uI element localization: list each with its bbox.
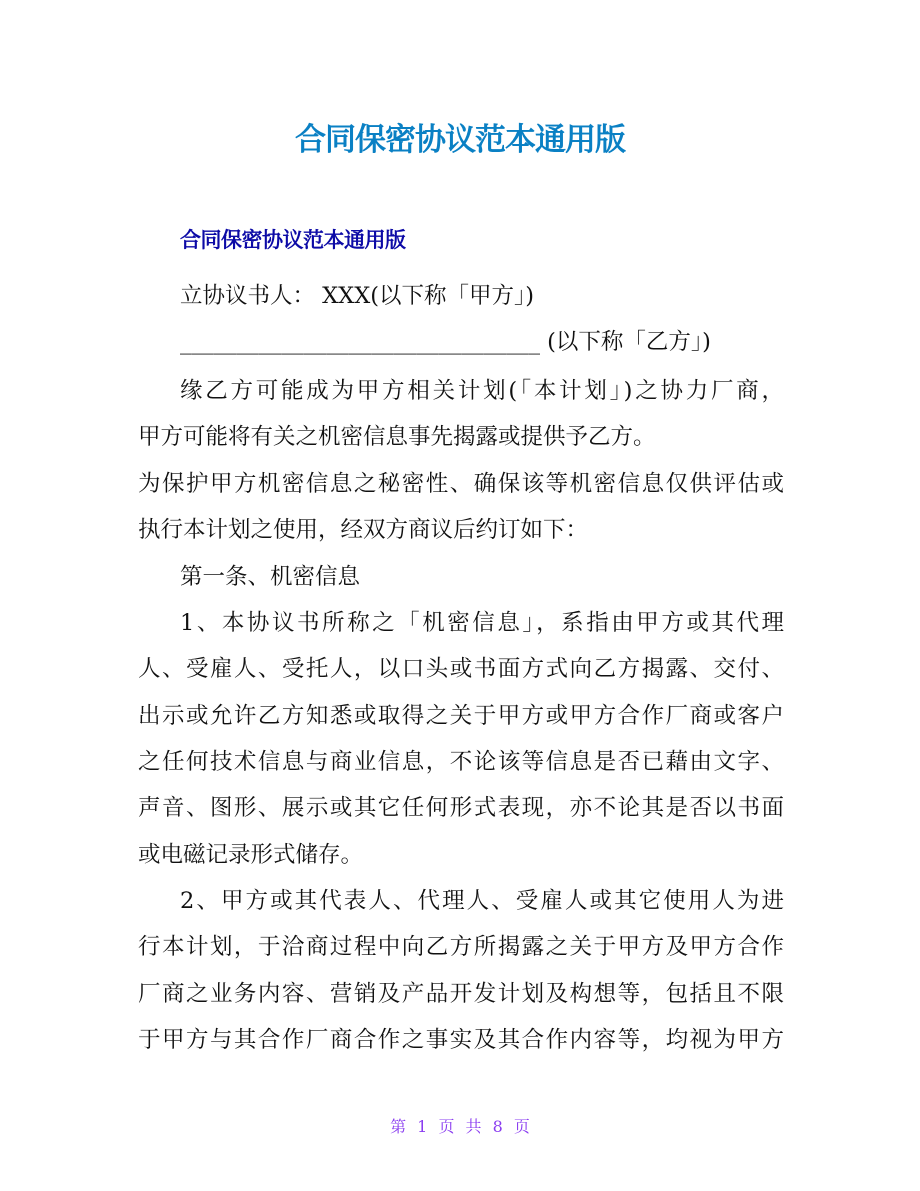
text-line: 行本计划，于洽商过程中向乙方所揭露之关于甲方及甲方合作 bbox=[138, 934, 784, 960]
section-heading: 第一条、机密信息 bbox=[180, 564, 361, 590]
text-line: 2、甲方或其代表人、代理人、受雇人或其它使用人为进 bbox=[180, 888, 784, 914]
text-line: 或电磁记录形式储存。 bbox=[138, 842, 364, 868]
text-line: 厂商之业务内容、营销及产品开发计划及构想等，包括且不限 bbox=[138, 981, 784, 1007]
text-line: 声音、图形、展示或其它任何形式表现，亦不论其是否以书面 bbox=[138, 795, 784, 821]
document-title: 合同保密协议范本通用版 bbox=[295, 122, 625, 158]
text-line: 1、本协议书所称之「机密信息」，系指由甲方或其代理 bbox=[180, 610, 784, 636]
text-line: 执行本计划之使用，经双方商议后约订如下： bbox=[138, 517, 589, 543]
text-line: 甲方可能将有关之机密信息事先揭露或提供予乙方。 bbox=[138, 424, 656, 450]
text-line: 于甲方与其合作厂商合作之事实及其合作内容等，均视为甲方 bbox=[138, 1027, 784, 1053]
party-b-line: ________________________________ (以下称「乙方」) bbox=[180, 329, 711, 355]
page-number: 第 1 页 共 8 页 bbox=[390, 1117, 530, 1136]
text-line: 出示或允许乙方知悉或取得之关于甲方或甲方合作厂商或客户 bbox=[138, 703, 784, 729]
text-line: 缘乙方可能成为甲方相关计划(「本计划」)之协力厂商， bbox=[180, 378, 784, 404]
text-line: 人、受雇人、受托人，以口头或书面方式向乙方揭露、交付、 bbox=[138, 656, 784, 682]
text-line: 为保护甲方机密信息之秘密性、确保该等机密信息仅供评估或 bbox=[138, 471, 784, 497]
document-subtitle: 合同保密协议范本通用版 bbox=[180, 228, 406, 252]
text-line: 之任何技术信息与商业信息，不论该等信息是否已藉由文字、 bbox=[138, 749, 784, 775]
party-a-line: 立协议书人： XXX(以下称「甲方」) bbox=[180, 283, 535, 309]
